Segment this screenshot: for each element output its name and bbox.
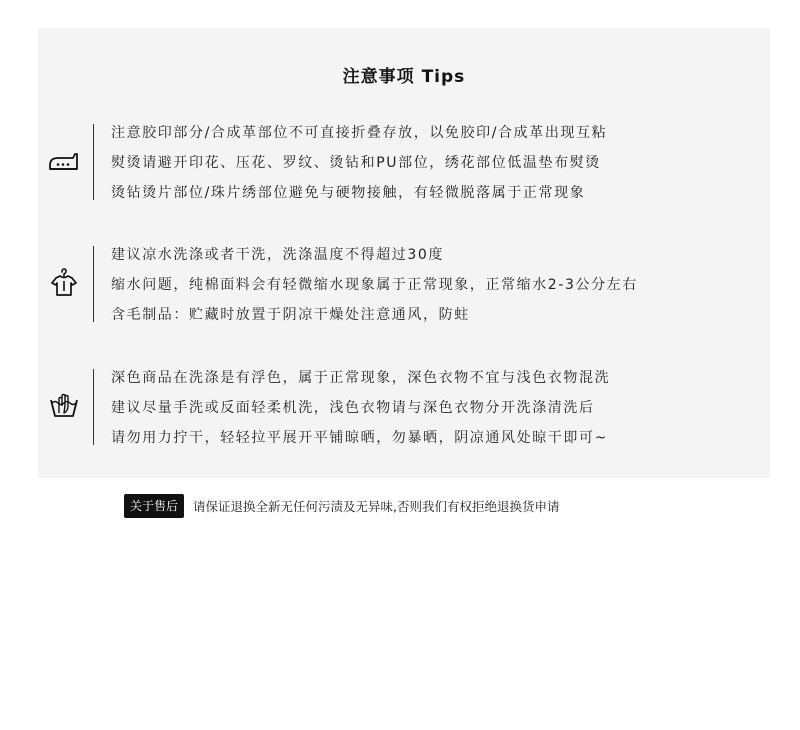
section-divider [93,369,94,445]
tip-line: 含毛制品：贮藏时放置于阴凉干燥处注意通风，防蛀 [111,307,470,323]
section-ironing [38,116,770,208]
care-tips-panel [38,28,770,478]
section-divider [93,124,94,200]
section-divider [93,246,94,322]
tip-line: 烫钻烫片部位/珠片绣部位避免与硬物接触，有轻微脱落属于正常现象 [111,185,586,201]
tip-line: 深色商品在洗涤是有浮色，属于正常现象，深色衣物不宜与浅色衣物混洗 [111,370,611,386]
iron-icon [46,142,82,178]
tip-line: 建议尽量手洗或反面轻柔机洗，浅色衣物请与深色衣物分开洗涤清洗后 [111,400,595,416]
tip-line: 建议凉水洗涤或者干洗，洗涤温度不得超过30度 [111,247,445,263]
section-washing [38,238,770,330]
section-colorfast [38,361,770,453]
tip-line: 注意胶印部分/合成革部位不可直接折叠存放，以免胶印/合成革出现互粘 [111,125,608,141]
tip-line: 熨烫请避开印花、压花、罗纹、烫钻和PU部位，绣花部位低温垫布熨烫 [111,155,601,171]
after-sale-note: 请保证退换全新无任何污渍及无异味,否则我们有权拒绝退换货申请 [193,499,560,514]
hand-wash-icon [46,387,82,423]
page-title: 注意事项 Tips [342,67,466,87]
tip-line: 请勿用力拧干，轻轻拉平展开平铺晾晒，勿暴晒，阴凉通风处晾干即可~ [111,430,608,446]
after-sale-badge: 关于售后 [124,494,184,518]
tip-line: 缩水问题，纯棉面料会有轻微缩水现象属于正常现象，正常缩水2-3公分左右 [111,277,638,293]
section-text [111,118,761,208]
section-text [111,363,761,453]
after-sale-notice [124,494,560,518]
hanging-shirt-icon [46,264,82,300]
section-text [111,240,761,330]
